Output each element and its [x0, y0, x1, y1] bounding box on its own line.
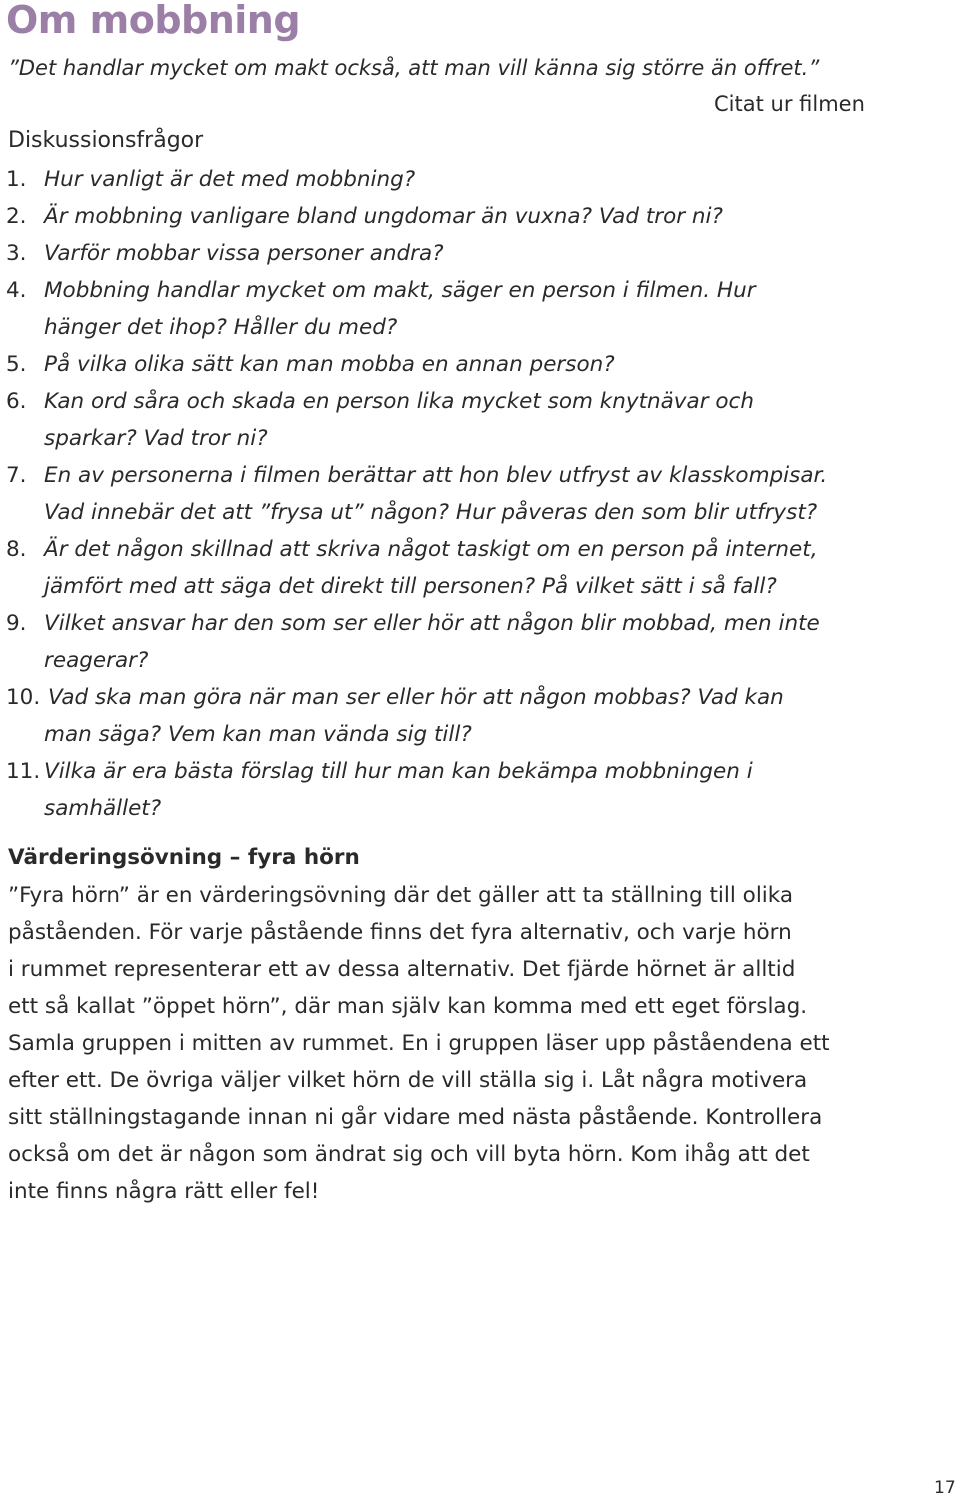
question-line: reagerar? — [44, 648, 149, 673]
question-item — [6, 457, 936, 531]
question-item — [6, 235, 936, 272]
question-item — [6, 679, 936, 753]
question-line: man säga? Vem kan man vända sig till? — [44, 722, 472, 747]
question-item — [6, 346, 936, 383]
question-number: 3. — [6, 241, 27, 266]
question-item — [6, 383, 936, 457]
question-line: Mobbning handlar mycket om makt, säger en person i filmen. Hur — [44, 278, 756, 303]
body-line: ”Fyra hörn” är en värderingsövning där det gäller att ta ställning till olika — [8, 883, 794, 908]
question-number: 5. — [6, 352, 27, 377]
question-line: Kan ord såra och skada en person lika mycket som knytnävar och — [44, 389, 754, 414]
question-item — [6, 198, 936, 235]
question-line: På vilka olika sätt kan man mobba en annan person? — [44, 352, 615, 377]
question-line: jämfört med att säga det direkt till personen? På vilket sätt i så fall? — [44, 574, 777, 599]
page-title: Om mobbning — [6, 0, 301, 42]
question-number: 11. — [6, 759, 41, 784]
question-line: Vad ska man göra när man ser eller hör att någon mobbas? Vad kan — [48, 685, 784, 710]
question-item — [6, 272, 936, 346]
body-line: efter ett. De övriga väljer vilket hörn de vill ställa sig i. Låt några motivera — [8, 1068, 808, 1093]
body-line: Samla gruppen i mitten av rummet. En i gruppen läser upp påståendena ett — [8, 1031, 830, 1056]
question-number: 1. — [6, 167, 27, 192]
body-line: sitt ställningstagande innan ni går vidare med nästa påstående. Kontrollera — [8, 1105, 823, 1130]
body-line: i rummet representerar ett av dessa alternativ. Det fjärde hörnet är alltid — [8, 957, 796, 982]
question-number: 10. — [6, 685, 41, 710]
question-line: sparkar? Vad tror ni? — [44, 426, 268, 451]
page-number: 17 — [934, 1478, 956, 1498]
question-number: 7. — [6, 463, 27, 488]
film-quote: ”Det handlar mycket om makt också, att man vill känna sig större än offret.” — [8, 56, 820, 80]
question-item — [6, 753, 936, 827]
quote-source: Citat ur filmen — [714, 92, 865, 116]
body-line: också om det är någon som ändrat sig och vill byta hörn. Kom ihåg att det — [8, 1142, 810, 1167]
body-line: påståenden. För varje påstående finns det fyra alternativ, och varje hörn — [8, 920, 792, 945]
question-line: Vilka är era bästa förslag till hur man kan bekämpa mobbningen i — [44, 759, 753, 784]
question-item — [6, 161, 936, 198]
discussion-questions-list — [6, 161, 936, 827]
question-item — [6, 605, 936, 679]
question-line: Är mobbning vanligare bland ungdomar än vuxna? Vad tror ni? — [44, 204, 723, 229]
question-number: 9. — [6, 611, 27, 636]
question-line: Varför mobbar vissa personer andra? — [44, 241, 444, 266]
body-paragraph — [8, 877, 908, 1210]
question-line: En av personerna i filmen berättar att hon blev utfryst av klasskompisar. — [44, 463, 828, 488]
body-line: inte finns några rätt eller fel! — [8, 1179, 320, 1204]
question-number: 2. — [6, 204, 27, 229]
question-line: Hur vanligt är det med mobbning? — [44, 167, 416, 192]
question-number: 4. — [6, 278, 27, 303]
body-line: ett så kallat ”öppet hörn”, där man själv kan komma med ett eget förslag. — [8, 994, 808, 1019]
question-line: Vilket ansvar har den som ser eller hör att någon blir mobbad, men inte — [44, 611, 820, 636]
question-number: 8. — [6, 537, 27, 562]
section-heading: Värderingsövning – fyra hörn — [8, 845, 360, 870]
question-line: Vad innebär det att ”frysa ut” någon? Hur påveras den som blir utfryst? — [44, 500, 818, 525]
question-line: Är det någon skillnad att skriva något taskigt om en person på internet, — [44, 537, 818, 562]
question-item — [6, 531, 936, 605]
question-line: hänger det ihop? Håller du med? — [44, 315, 398, 340]
discussion-heading: Diskussionsfrågor — [8, 128, 204, 153]
question-line: samhället? — [44, 796, 162, 821]
question-number: 6. — [6, 389, 27, 414]
